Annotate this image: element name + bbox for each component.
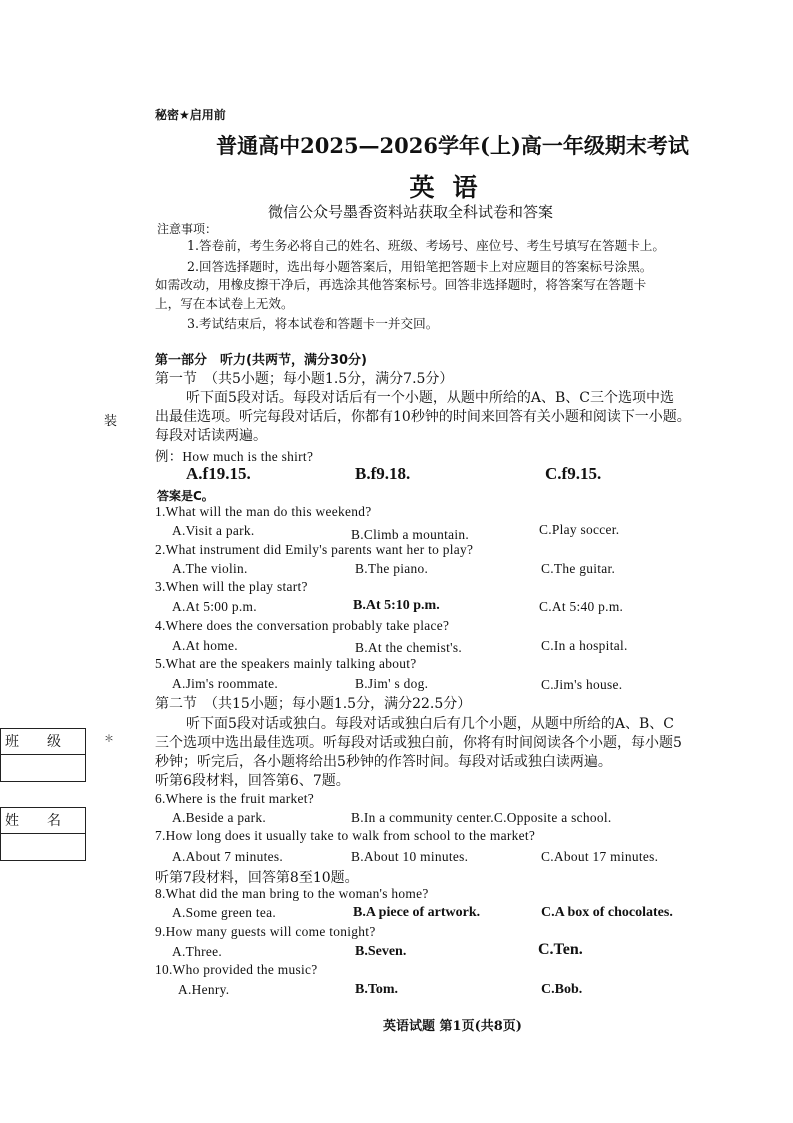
question-5: 5.What are the speakers mainly talking about? [155,656,417,671]
class-label: 班 级 [1,729,85,755]
section1-instruction-2: 出最佳选项。听完每段对话后，你都有10秒钟的时间来回答有关小题和阅读下一小题。 [155,409,691,425]
question-4: 4.Where does the conversation probably take place? [155,618,450,633]
q9-option-b: B.Seven. [355,944,407,959]
question-10: 10.Who provided the music? [155,962,318,977]
q3-option-a: A.At 5:00 p.m. [172,599,257,614]
q10-option-a: A.Henry. [178,982,230,997]
q10-option-c: C.Bob. [541,982,583,997]
q6-option-a: A.Beside a park. [172,810,267,825]
section2-heading: 第二节 （共15小题；每小题1.5分，满分22.5分） [155,696,472,712]
q3-option-b: B.At 5:10 p.m. [353,598,440,613]
question-1: 1.What will the man do this weekend? [155,504,372,519]
material-6-heading: 听第6段材料，回答第6、7题。 [155,773,350,789]
confidential-label: 秘密★启用前 [155,108,226,122]
binding-char: 装 [104,414,118,429]
q5-option-a: A.Jim's roommate. [172,676,279,691]
q9-option-a: A.Three. [172,944,222,959]
class-box [0,728,86,782]
subject-title: 英语 [409,173,496,202]
q5-option-b: B.Jim' s dog. [355,676,429,691]
q1-option-b: B.Climb a mountain. [351,527,470,542]
material-7-heading: 听第7段材料，回答第8至10题。 [155,870,359,886]
notice-heading: 注意事项： [157,222,218,236]
q4-option-b: B.At the chemist's. [355,640,463,655]
question-6: 6.Where is the fruit market? [155,791,314,806]
section2-instruction-1: 听下面5段对话或独白。每段对话或独白后有几个小题，从题中所给的A、B、C [186,716,675,732]
name-label: 姓 名 [1,808,85,834]
q1-option-a: A.Visit a park. [172,523,255,538]
question-7: 7.How long does it usually take to walk from school to the market? [155,828,536,843]
watermark-text: 微信公众号墨香资料站获取全科试卷和答案 [268,203,554,221]
name-box [0,807,86,861]
notice-item-2a: 2.回答选择题时，选出每小题答案后，用铅笔把答题卡上对应题目的答案标号涂黑。 [187,259,653,274]
section2-instruction-2: 三个选项中选出最佳选项。听每段对话或独白前，你将有时间阅读各个小题，每小题5 [155,735,682,751]
example-option-a: A.f19.15. [186,464,251,483]
q7-option-a: A.About 7 minutes. [172,849,284,864]
q7-option-c: C.About 17 minutes. [541,849,659,864]
class-field[interactable] [1,755,85,781]
q10-option-b: B.Tom. [355,982,399,997]
q7-option-b: B.About 10 minutes. [351,849,469,864]
q9-option-c: C.Ten. [538,941,583,958]
example-answer: 答案是C。 [157,489,214,503]
q1-option-c: C.Play soccer. [539,522,620,537]
q4-option-a: A.At home. [172,638,238,653]
section2-instruction-3: 秒钟；听完后，各小题将给出5秒钟的作答时间。每段对话或独白读两遍。 [155,754,612,770]
question-9: 9.How many guests will come tonight? [155,924,376,939]
exam-title: 普通高中2025—2026学年(上)高一年级期末考试 [216,133,689,158]
q8-option-a: A.Some green tea. [172,905,277,920]
part1-heading: 第一部分 听力(共两节，满分30分) [155,353,367,368]
notice-item-2c: 上，写在本试卷上无效。 [155,296,294,311]
notice-item-1: 1.答卷前，考生务必将自己的姓名、班级、考场号、座位号、考生号填写在答题卡上。 [187,238,665,253]
q5-option-c: C.Jim's house. [541,677,623,692]
q8-option-c: C.A box of chocolates. [541,905,673,920]
section1-instruction-1: 听下面5段对话。每段对话后有一个小题，从题中所给的A、B、C三个选项中选 [186,390,675,406]
q2-option-a: A.The violin. [172,561,248,576]
section1-instruction-3: 每段对话读两遍。 [155,428,267,444]
question-3: 3.When will the play start? [155,579,308,594]
example-question: 例：How much is the shirt? [155,449,314,464]
q6-option-bc: B.In a community center.C.Opposite a school. [351,810,612,825]
q2-option-c: C.The guitar. [541,561,616,576]
example-option-c: C.f9.15. [545,464,602,483]
margin-mark: ＊ [104,734,114,745]
name-field[interactable] [1,834,85,860]
q4-option-c: C.In a hospital. [541,638,628,653]
section1-heading: 第一节 （共5小题；每小题1.5分，满分7.5分） [155,371,454,387]
q8-option-b: B.A piece of artwork. [353,905,481,920]
example-option-b: B.f9.18. [355,464,411,483]
page-footer: 英语试题 第1页(共8页) [383,1019,522,1034]
q2-option-b: B.The piano. [355,561,429,576]
notice-item-3: 3.考试结束后，将本试卷和答题卡一并交回。 [187,316,439,331]
question-2: 2.What instrument did Emily's parents want her to play? [155,542,474,557]
question-8: 8.What did the man bring to the woman's home? [155,886,429,901]
notice-item-2b: 如需改动，用橡皮擦干净后，再选涂其他答案标号。回答非选择题时，将答案写在答题卡 [155,277,647,292]
q3-option-c: C.At 5:40 p.m. [539,599,624,614]
